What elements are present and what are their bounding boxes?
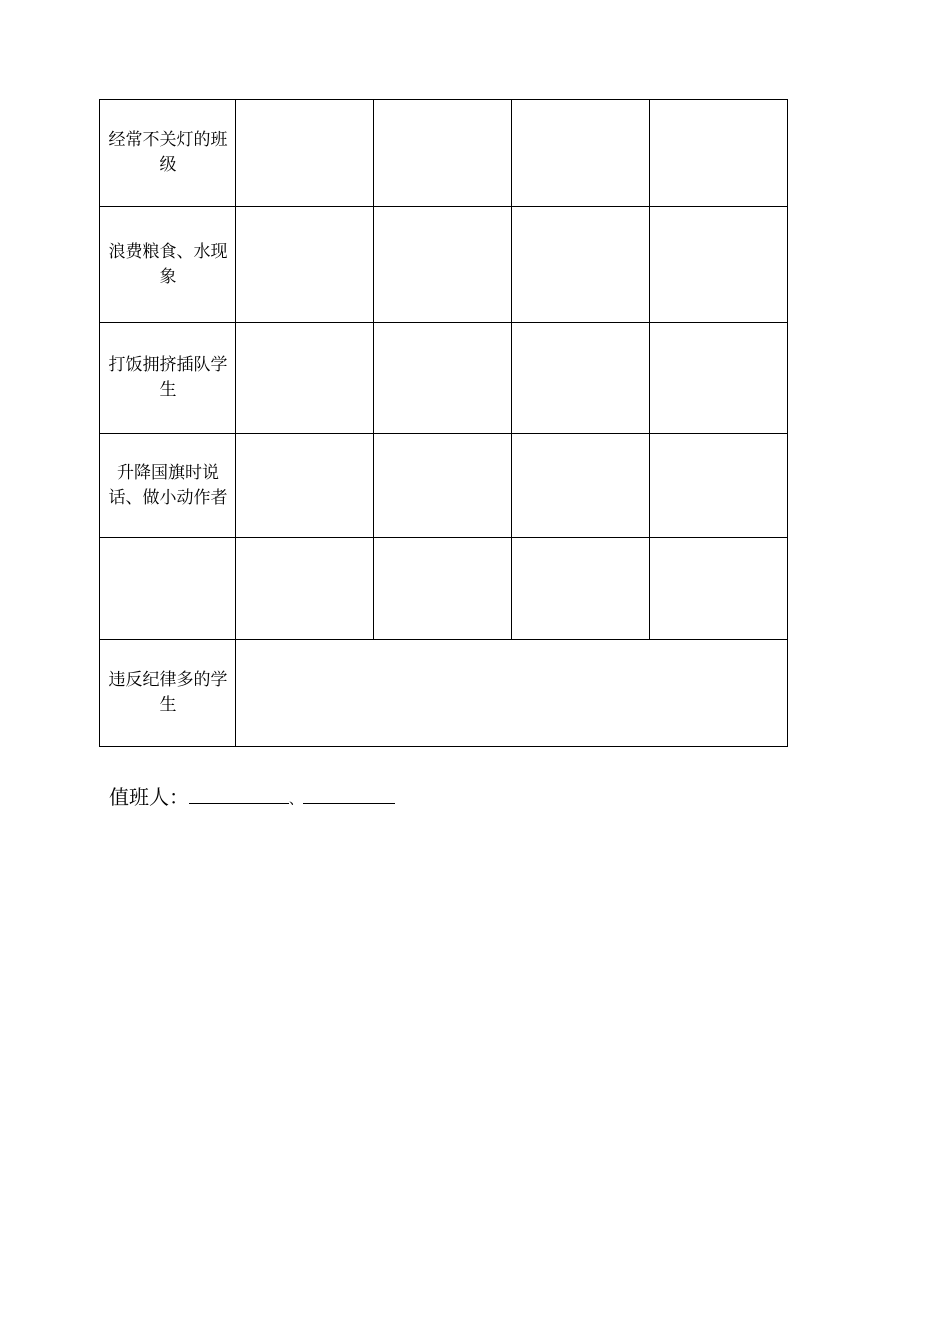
row-label: 打饭拥挤插队学生	[108, 355, 228, 400]
row-label-cell	[100, 434, 236, 538]
entry-cell[interactable]	[374, 100, 512, 207]
entry-cell[interactable]	[512, 538, 650, 640]
table-row	[100, 100, 788, 207]
entry-cell[interactable]	[650, 207, 788, 323]
row-label: 经常不关灯的班级	[108, 130, 228, 175]
entry-cell[interactable]	[236, 434, 374, 538]
row-label-cell	[100, 640, 236, 747]
row-label: 升降国旗时说话、做小动作者	[108, 462, 228, 508]
entry-cell[interactable]	[374, 434, 512, 538]
entry-cell[interactable]	[236, 538, 374, 640]
entry-cell[interactable]	[374, 323, 512, 434]
entry-cell[interactable]	[512, 323, 650, 434]
duty-signature-line	[109, 781, 395, 815]
entry-cell[interactable]	[650, 434, 788, 538]
signature-blank-2[interactable]	[303, 781, 395, 804]
row-label-cell	[100, 323, 236, 434]
table-row	[100, 323, 788, 434]
merged-entry-cell[interactable]	[236, 640, 788, 747]
row-label-cell	[100, 538, 236, 640]
table-row	[100, 207, 788, 323]
entry-cell[interactable]	[374, 538, 512, 640]
duty-record-table	[99, 99, 788, 747]
entry-cell[interactable]	[512, 207, 650, 323]
row-label-cell	[100, 100, 236, 207]
entry-cell[interactable]	[650, 538, 788, 640]
entry-cell[interactable]	[374, 207, 512, 323]
entry-cell[interactable]	[236, 100, 374, 207]
signature-separator: 、	[289, 792, 303, 808]
table-row	[100, 640, 788, 747]
entry-cell[interactable]	[236, 207, 374, 323]
signature-label: 值班人：	[109, 785, 189, 809]
entry-cell[interactable]	[512, 434, 650, 538]
entry-cell[interactable]	[236, 323, 374, 434]
entry-cell[interactable]	[512, 100, 650, 207]
entry-cell[interactable]	[650, 323, 788, 434]
entry-cell[interactable]	[650, 100, 788, 207]
table-row	[100, 538, 788, 640]
row-label-cell	[100, 207, 236, 323]
table-row	[100, 434, 788, 538]
row-label: 浪费粮食、水现象	[108, 241, 228, 287]
row-label: 违反纪律多的学生	[108, 670, 228, 715]
signature-blank-1[interactable]	[189, 781, 289, 804]
